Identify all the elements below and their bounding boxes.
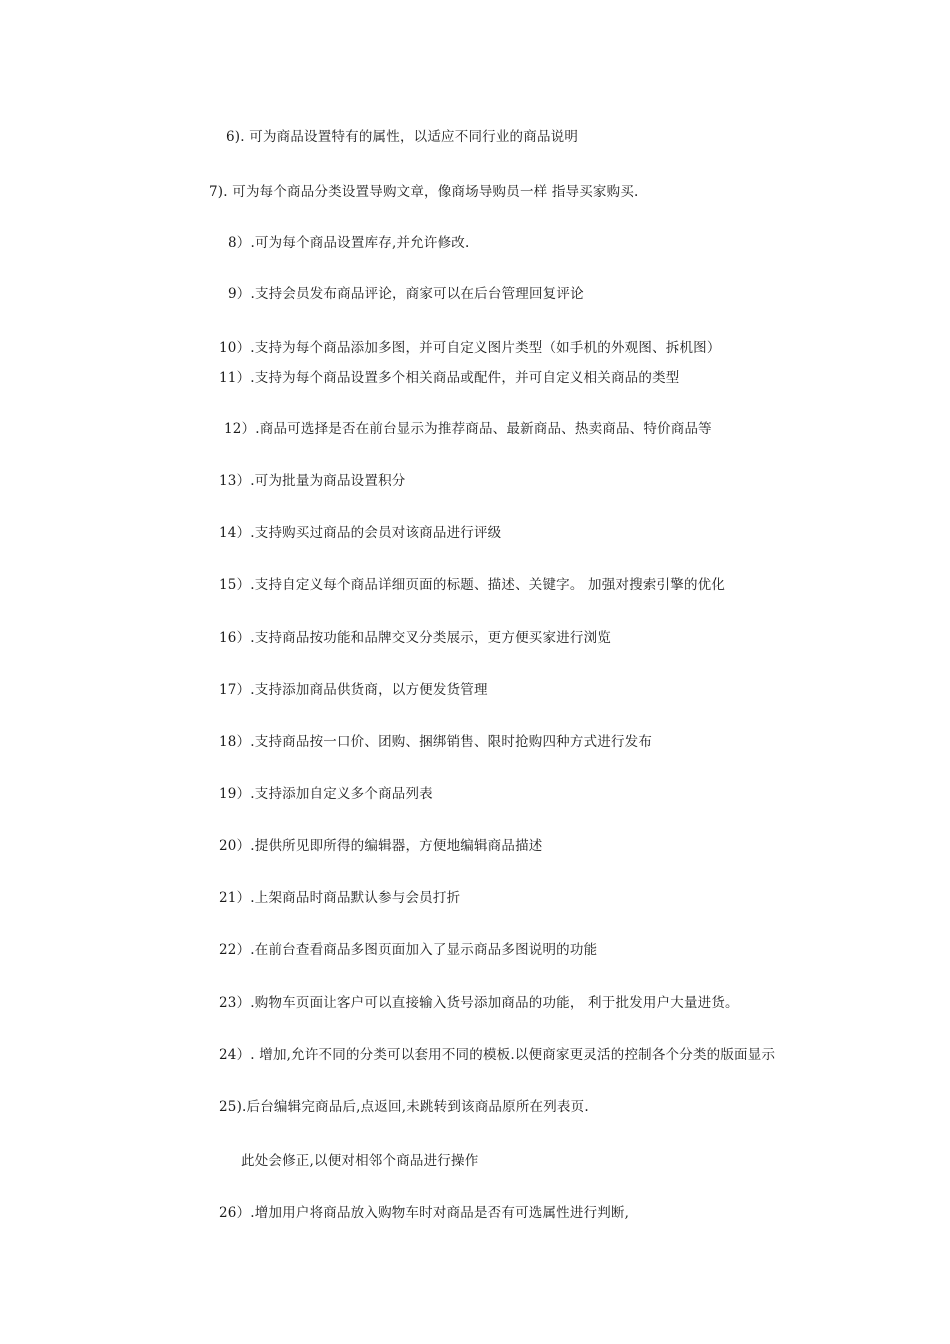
text-line-12: 12）.商品可选择是否在前台显示为推荐商品、最新商品、热卖商品、特价商品等: [224, 421, 712, 437]
text-line-26: 26）.增加用户将商品放入购物车时对商品是否有可选属性进行判断,: [219, 1205, 630, 1221]
text-line-13: 13）.可为批量为商品设置积分: [219, 473, 406, 489]
text-line-23: 23）.购物车页面让客户可以直接输入货号添加商品的功能， 利于批发用户大量进货。: [219, 995, 739, 1011]
text-line-15: 15）.支持自定义每个商品详细页面的标题、描述、关键字。 加强对搜索引擎的优化: [219, 577, 726, 593]
text-line-25-cont: 此处会修正,以便对相邻个商品进行操作: [241, 1153, 479, 1169]
text-line-7: 7). 可为每个商品分类设置导购文章，像商场导购员一样 指导买家购买.: [209, 184, 639, 200]
text-line-18: 18）.支持商品按一口价、团购、捆绑销售、限时抢购四种方式进行发布: [219, 734, 653, 750]
text-line-19: 19）.支持添加自定义多个商品列表: [219, 786, 433, 802]
text-line-10: 10）.支持为每个商品添加多图，并可自定义图片类型（如手机的外观图、拆机图）: [219, 340, 721, 356]
text-line-21: 21）.上架商品时商品默认参与会员打折: [219, 890, 461, 906]
text-line-8: 8）.可为每个商品设置库存,并允许修改.: [228, 235, 470, 251]
text-line-16: 16）.支持商品按功能和品牌交叉分类展示，更方便买家进行浏览: [219, 630, 611, 646]
text-line-6: 6). 可为商品设置特有的属性，以适应不同行业的商品说明: [226, 129, 579, 145]
text-line-11: 11）.支持为每个商品设置多个相关商品或配件，并可自定义相关商品的类型: [219, 370, 680, 386]
text-line-25: 25).后台编辑完商品后,点返回,未跳转到该商品原所在列表页.: [219, 1099, 589, 1115]
text-line-24: 24）. 增加,允许不同的分类可以套用不同的模板.以便商家更灵活的控制各个分类的版面显示: [219, 1047, 776, 1063]
text-line-22: 22）.在前台查看商品多图页面加入了显示商品多图说明的功能: [219, 942, 598, 958]
text-line-17: 17）.支持添加商品供货商，以方便发货管理: [219, 682, 488, 698]
text-line-20: 20）.提供所见即所得的编辑器，方便地编辑商品描述: [219, 838, 543, 854]
text-line-9: 9）.支持会员发布商品评论，商家可以在后台管理回复评论: [228, 286, 584, 302]
text-line-14: 14）.支持购买过商品的会员对该商品进行评级: [219, 525, 502, 541]
